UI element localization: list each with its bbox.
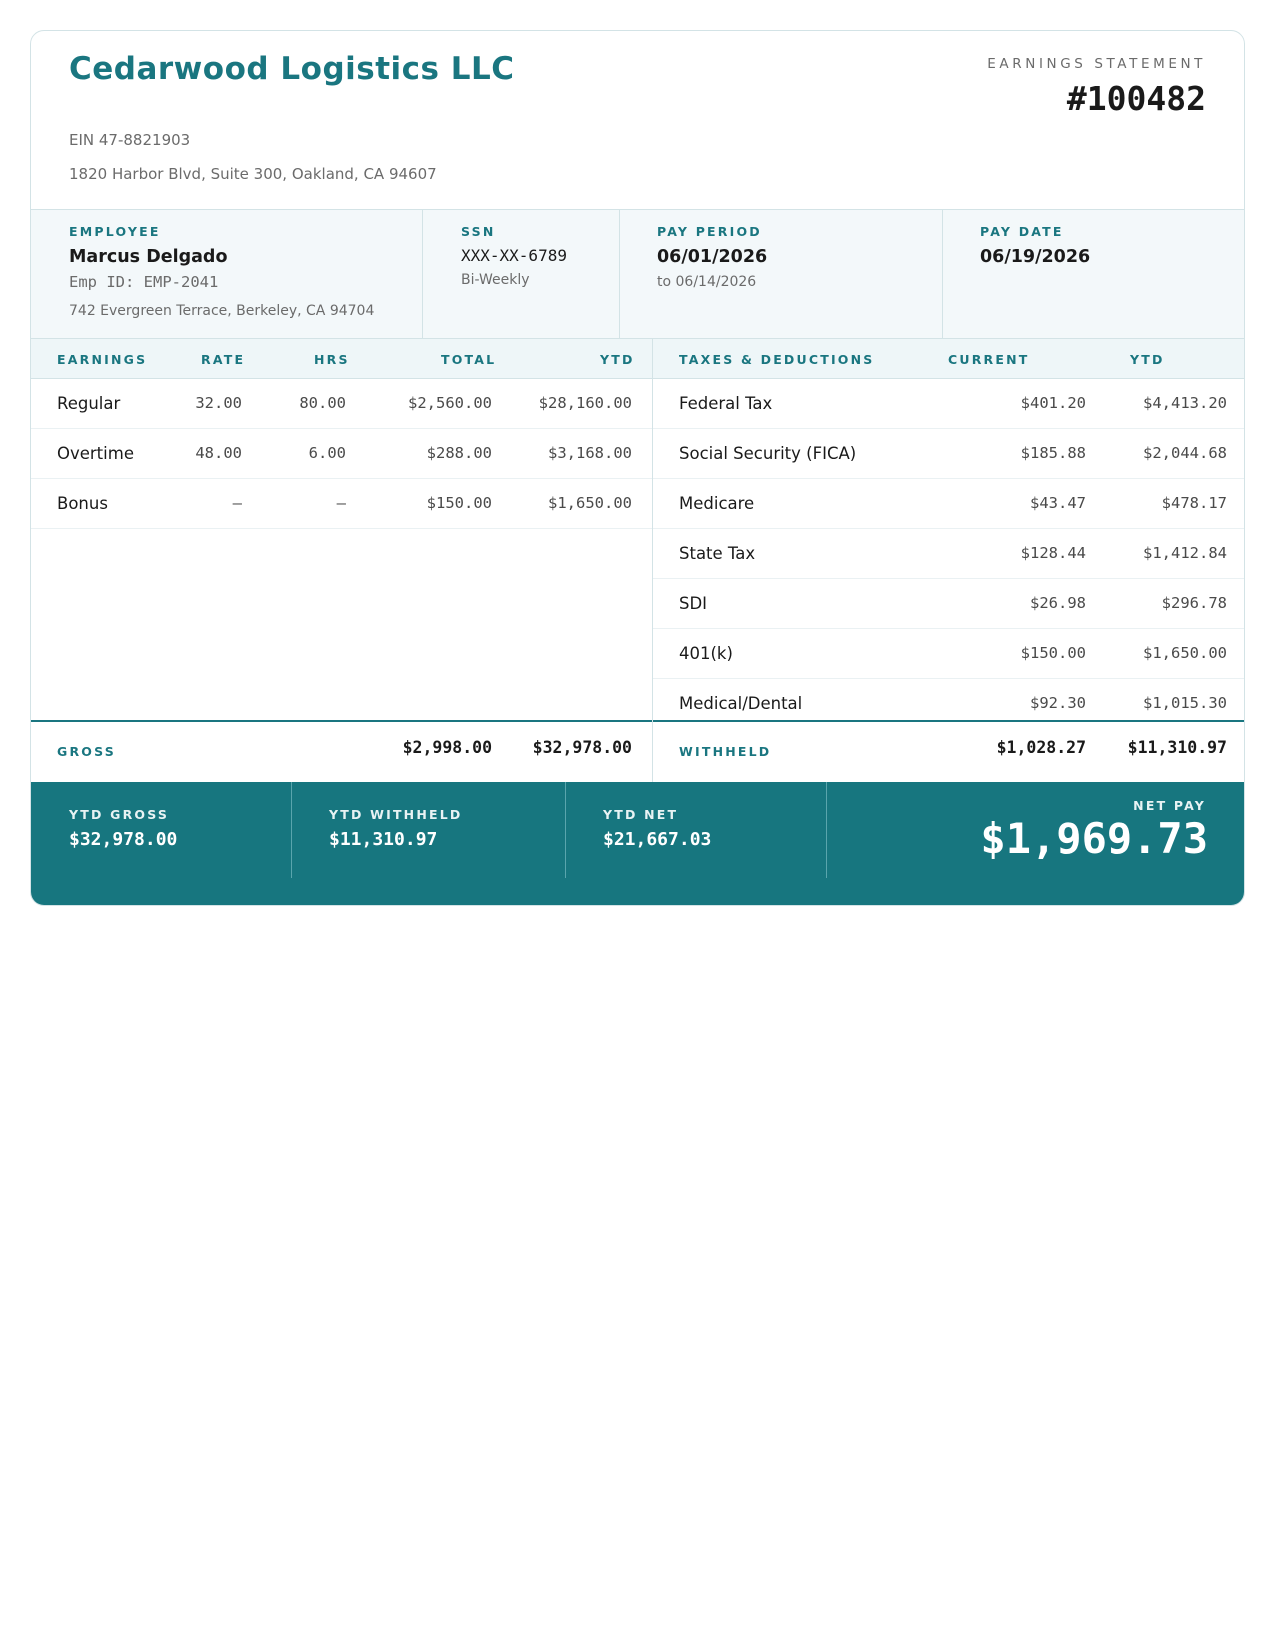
ytd-withheld-cell [292, 782, 566, 878]
table-row [653, 429, 1245, 479]
earning-ytd: $28,160.00 [538, 394, 632, 412]
pay-period-label: PAY PERIOD [657, 224, 762, 239]
gross-ytd: $32,978.00 [532, 738, 632, 757]
statement-header [31, 31, 1245, 209]
net-pay-label: NET PAY [1133, 798, 1206, 813]
employee-info-band [31, 209, 1245, 339]
earning-name: Regular [57, 394, 121, 413]
deduction-current: $150.00 [1020, 644, 1086, 662]
statement-number: #100482 [1066, 79, 1206, 118]
deduction-current: $26.98 [1030, 594, 1086, 612]
earning-name: Bonus [57, 494, 108, 513]
earning-rate: 32.00 [195, 394, 242, 412]
deduction-current: $43.47 [1030, 494, 1086, 512]
deduction-current: $92.30 [1030, 694, 1086, 712]
pay-date-cell [943, 210, 1245, 338]
deduction-name: Federal Tax [679, 394, 773, 413]
withheld-label: WITHHELD [679, 744, 772, 759]
deduction-name: Social Security (FICA) [679, 444, 857, 463]
ssn-cell [423, 210, 620, 338]
table-row [31, 429, 652, 479]
deductions-col-header: TAXES & DEDUCTIONS [679, 352, 875, 367]
earnings-col-header: EARNINGS [57, 352, 148, 367]
deduction-name: State Tax [679, 544, 756, 563]
ytd-gross-cell [31, 782, 292, 878]
ytd-net-value: $21,667.03 [603, 829, 712, 850]
pay-period-start: 06/01/2026 [657, 247, 768, 267]
deduction-ytd: $1,650.00 [1143, 644, 1227, 662]
withheld-current: $1,028.27 [996, 738, 1086, 757]
company-address: 1820 Harbor Blvd, Suite 300, Oakland, CA 94607 [69, 165, 437, 183]
employee-id: Emp ID: EMP-2041 [69, 273, 219, 291]
pay-date-value: 06/19/2026 [980, 247, 1091, 267]
deduction-ytd: $4,413.20 [1143, 394, 1227, 412]
deduction-name: 401(k) [679, 644, 733, 663]
earning-rate: — [232, 494, 242, 512]
table-row [653, 379, 1245, 429]
current-col-header: CURRENT [948, 352, 1030, 367]
employee-cell [31, 210, 423, 338]
earning-ytd: $1,650.00 [548, 494, 632, 512]
deduction-ytd: $1,412.84 [1143, 544, 1227, 562]
net-pay-cell [827, 782, 1245, 878]
earnings-header-row [31, 339, 652, 379]
ytd-gross-label: YTD GROSS [69, 807, 170, 822]
ytd-col-header: YTD [600, 352, 635, 367]
deduction-ytd: $2,044.68 [1143, 444, 1227, 462]
pay-period-end: to 06/14/2026 [657, 274, 757, 290]
deductions-ytd-col-header: YTD [1130, 352, 1165, 367]
table-row [31, 379, 652, 429]
rate-col-header: RATE [201, 352, 246, 367]
hrs-col-header: HRS [314, 352, 350, 367]
ytd-net-label: YTD NET [603, 807, 679, 822]
table-row [653, 579, 1245, 629]
deduction-ytd: $296.78 [1161, 594, 1227, 612]
pay-period-cell [620, 210, 943, 338]
earnings-statement [30, 30, 1245, 906]
withheld-total-row [653, 720, 1245, 782]
deduction-current: $185.88 [1020, 444, 1086, 462]
deduction-ytd: $478.17 [1161, 494, 1227, 512]
earning-rate: 48.00 [195, 444, 242, 462]
gross-current: $2,998.00 [402, 738, 492, 757]
withheld-ytd: $11,310.97 [1127, 738, 1227, 757]
deduction-name: Medical/Dental [679, 694, 803, 713]
total-col-header: TOTAL [441, 352, 497, 367]
earning-total: $2,560.00 [408, 394, 492, 412]
gross-total-row [31, 720, 652, 782]
employee-address: 742 Evergreen Terrace, Berkeley, CA 94704 [69, 303, 375, 319]
pay-date-label: PAY DATE [980, 224, 1064, 239]
earning-name: Overtime [57, 444, 134, 463]
company-name: Cedarwood Logistics LLC [69, 51, 515, 87]
company-ein: EIN 47-8821903 [69, 131, 191, 149]
pay-tables [31, 339, 1245, 782]
ytd-withheld-value: $11,310.97 [329, 829, 438, 850]
earning-total: $288.00 [426, 444, 492, 462]
deduction-current: $128.44 [1020, 544, 1086, 562]
earning-ytd: $3,168.00 [548, 444, 632, 462]
deductions-table [653, 339, 1245, 782]
ytd-net-cell [566, 782, 827, 878]
gross-label: GROSS [57, 744, 116, 759]
employee-label: EMPLOYEE [69, 224, 161, 239]
deductions-header-row [653, 339, 1245, 379]
table-row [653, 629, 1245, 679]
earning-hours: 6.00 [308, 444, 346, 462]
ssn-label: SSN [461, 224, 496, 239]
deduction-current: $401.20 [1020, 394, 1086, 412]
ytd-withheld-label: YTD WITHHELD [329, 807, 463, 822]
summary-footer [31, 782, 1245, 906]
statement-label: EARNINGS STATEMENT [987, 56, 1206, 72]
table-row [653, 479, 1245, 529]
net-pay-value: $1,969.73 [980, 814, 1208, 863]
earning-total: $150.00 [426, 494, 492, 512]
employee-name: Marcus Delgado [69, 247, 228, 267]
ssn-value: XXX-XX-6789 [461, 246, 567, 265]
earning-hours: 80.00 [299, 394, 346, 412]
ytd-gross-value: $32,978.00 [69, 829, 178, 850]
pay-frequency: Bi-Weekly [461, 272, 530, 288]
table-row [653, 529, 1245, 579]
earning-hours: — [336, 494, 346, 512]
earnings-table [31, 339, 653, 782]
deduction-name: Medicare [679, 494, 755, 513]
table-row [31, 479, 652, 529]
deduction-ytd: $1,015.30 [1143, 694, 1227, 712]
deduction-name: SDI [679, 594, 708, 613]
